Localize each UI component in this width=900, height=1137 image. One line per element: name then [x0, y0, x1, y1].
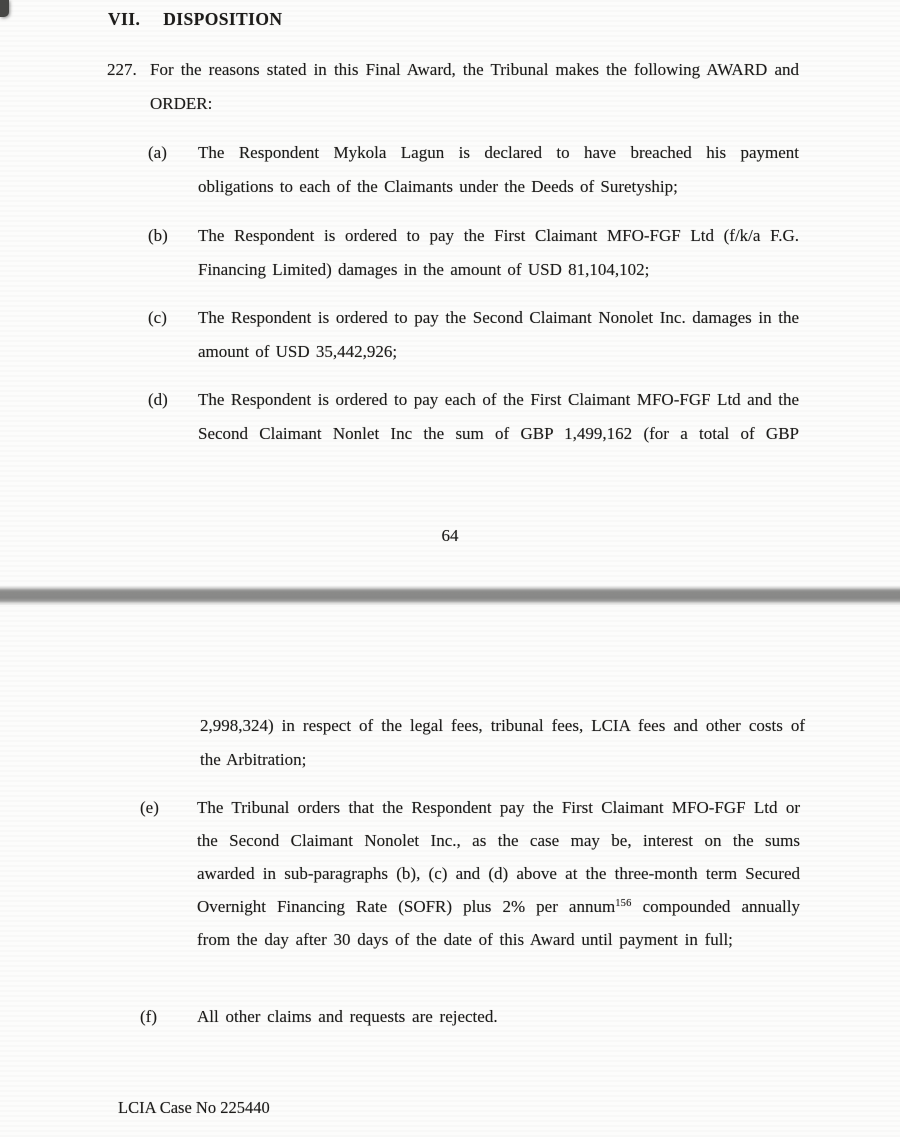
list-item-f: [140, 1000, 800, 1033]
item-label: (a): [148, 143, 167, 162]
paragraph-227: [107, 53, 799, 121]
item-text: The Respondent is ordered to pay each of the First Claimant MFO-FGF Ltd and the Second Claimant Nonlet Inc the sum of GBP 1,499,162 (for a total of GBP: [198, 390, 799, 443]
page-divider: [0, 586, 900, 605]
paragraph-number: 227.: [107, 60, 137, 79]
item-text: The Respondent Mykola Lagun is declared to have breached his payment obligations to each of the Claimants under the Deeds of Suretyship;: [198, 143, 799, 196]
continuation-paragraph: 2,998,324) in respect of the legal fees, tribunal fees, LCIA fees and other costs of the Arbitration;: [200, 716, 805, 769]
item-label: (d): [148, 390, 168, 409]
section-title: DISPOSITION: [163, 9, 283, 29]
item-label: (b): [148, 226, 168, 245]
list-item-e: [140, 791, 800, 956]
page-2: [0, 605, 900, 1137]
page-number: 64: [441, 526, 459, 545]
item-text: The Respondent is ordered to pay the Second Claimant Nonolet Inc. damages in the amount of USD 35,442,926;: [198, 308, 799, 361]
paragraph-text: For the reasons stated in this Final Award, the Tribunal makes the following AWARD and ORDER:: [150, 60, 799, 113]
list-item-d: [148, 383, 799, 451]
list-item-c: [148, 301, 799, 369]
item-label: (f): [140, 1007, 157, 1026]
section-number: VII.: [108, 9, 141, 29]
item-label: (e): [140, 798, 159, 817]
list-item-b: [148, 219, 799, 287]
section-heading: [108, 8, 282, 30]
item-text: All other claims and requests are rejected.: [197, 1007, 498, 1026]
list-item-a: [148, 136, 799, 204]
item-label: (c): [148, 308, 167, 327]
item-text: The Respondent is ordered to pay the First Claimant MFO-FGF Ltd (f/k/a F.G. Financing Limited) damages in the amount of USD 81,104,102;: [198, 226, 799, 279]
item-e-text-after: compounded annually from the day after 30 days of the date of this Award until payment in full;: [197, 897, 800, 949]
item-e-text-main: The Tribunal orders that the Respondent pay the First Claimant MFO-FGF Ltd or the Second Claimant Nonolet Inc., as the case may be, interest on the sums awarded in sub-paragraphs (b), (c) and (d) above at the three-month term Secured Overnight Financing Rate (SOFR) plus 2% per annum: [197, 798, 800, 916]
case-number-footer: LCIA Case No 225440: [118, 1098, 270, 1117]
item-text: [197, 791, 800, 956]
footnote-reference: 156: [615, 898, 632, 909]
